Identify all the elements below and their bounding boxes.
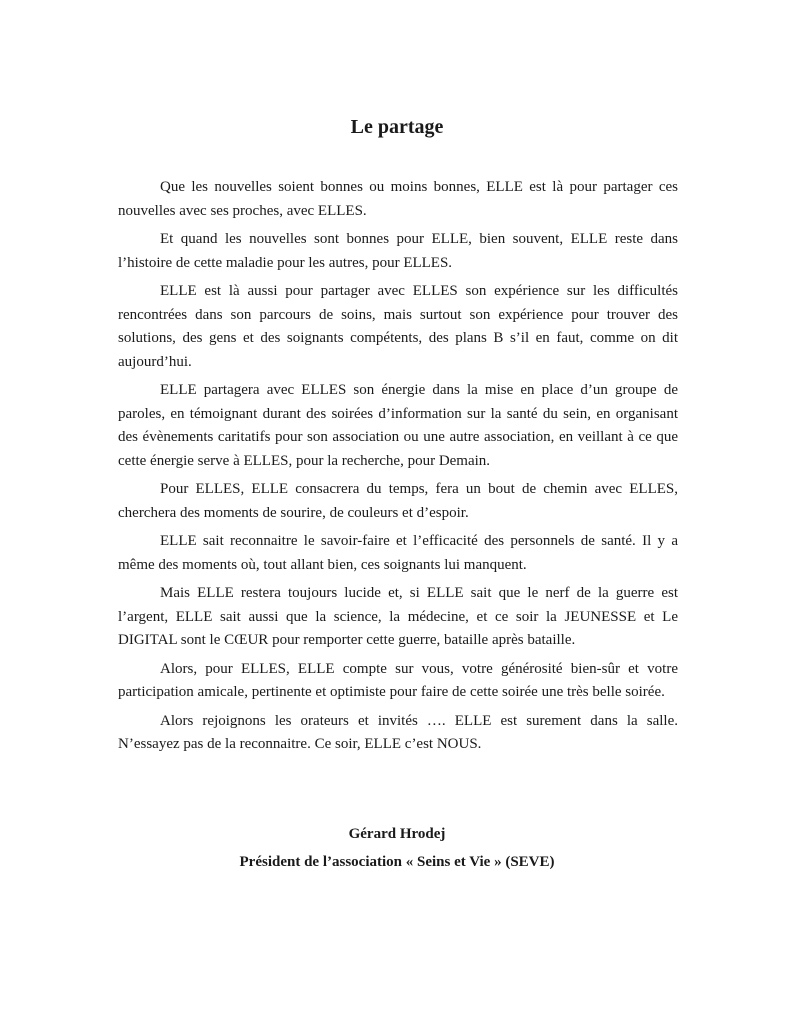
signature-block	[0, 822, 794, 878]
paragraph: Alors, pour ELLES, ELLE compte sur vous, votre générosité bien-sûr et votre participation amicale, pertinente et optimiste pour faire de cette soirée une très belle soirée.	[118, 660, 678, 700]
document-body	[118, 176, 678, 762]
signature-role: Président de l’association « Seins et Vie » (SEVE)	[239, 854, 555, 870]
paragraph: ELLE partagera avec ELLES son énergie dans la mise en place d’un groupe de paroles, en témoignant durant des soirées d’information sur la santé du sein, en organisant des évènements caritatifs pour son association ou une autre association, en veillant à ce que cette énergie serve à ELLES, pour la recherche, pour Demain.	[118, 382, 678, 469]
page-title: Le partage	[350, 116, 444, 138]
paragraph: Pour ELLES, ELLE consacrera du temps, fera un bout de chemin avec ELLES, cherchera des moments de sourire, de couleurs et d’espoir.	[118, 481, 678, 521]
paragraph: ELLE est là aussi pour partager avec ELLES son expérience sur les difficultés rencontrées dans son parcours de soins, mais surtout son expérience pour trouver des solutions, des gens et des soignants compétents, des plans B s’il en faut, comme on dit aujourd’hui.	[118, 283, 678, 370]
paragraph: Que les nouvelles soient bonnes ou moins bonnes, ELLE est là pour partager ces nouvelles avec ses proches, avec ELLES.	[118, 179, 678, 219]
paragraph: ELLE sait reconnaitre le savoir-faire et l’efficacité des personnels de santé. Il y a même des moments où, tout allant bien, ces soignants lui manquent.	[118, 533, 678, 573]
paragraph: Alors rejoignons les orateurs et invités …. ELLE est surement dans la salle. N’essayez pas de la reconnaitre. Ce soir, ELLE c’est NOUS.	[118, 712, 678, 752]
signature-name: Gérard Hrodej	[348, 826, 446, 842]
paragraph: Et quand les nouvelles sont bonnes pour ELLE, bien souvent, ELLE reste dans l’histoire de cette maladie pour les autres, pour ELLES.	[118, 231, 678, 271]
paragraph: Mais ELLE restera toujours lucide et, si ELLE sait que le nerf de la guerre est l’argent, ELLE sait aussi que la science, la médecine, et ce soir la JEUNESSE et Le DIGITAL sont le CŒUR pour remporter cette guerre, bataille après bataille.	[118, 585, 678, 648]
